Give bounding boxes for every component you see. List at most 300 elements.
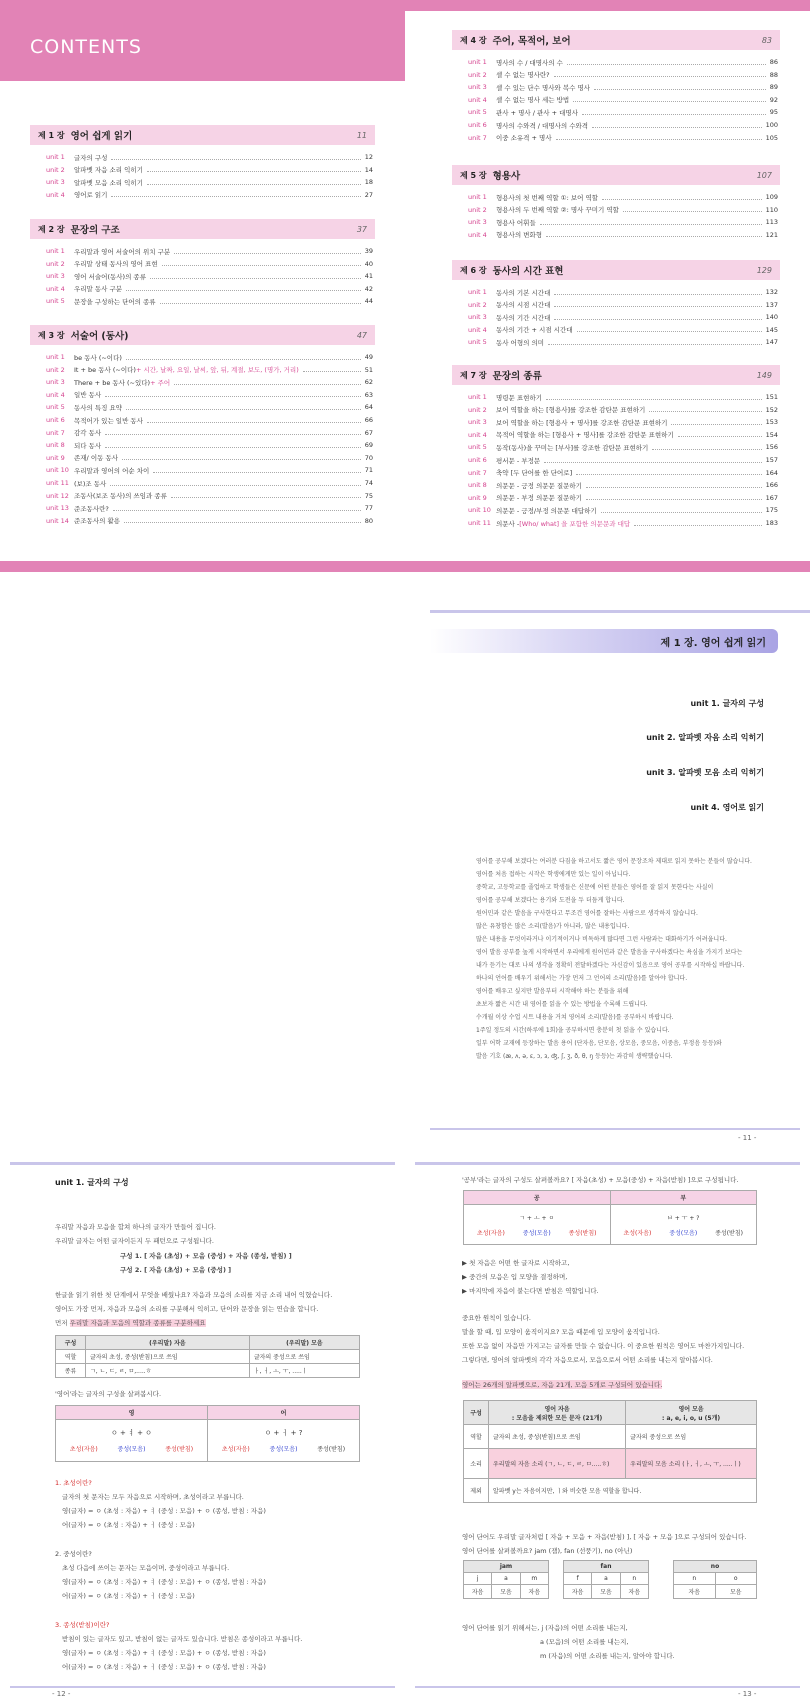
toc-row[interactable] bbox=[468, 441, 778, 453]
toc-title: 알파벳 모음 소리 익히기 bbox=[74, 178, 143, 187]
toc-unit: unit 7 bbox=[468, 468, 487, 477]
toc-leader bbox=[582, 110, 766, 115]
q1-line: 글자의 첫 문자는 모두 자음으로 시작하며, 초성이라고 부릅니다. bbox=[62, 1493, 244, 1501]
chapter-title: 영어 쉽게 읽기 bbox=[70, 131, 133, 142]
syllable-cell bbox=[56, 1420, 208, 1462]
label: 중성(모음) bbox=[269, 1446, 298, 1453]
toc-row[interactable] bbox=[46, 427, 373, 439]
hl-text: 우리말 자음과 모음의 역할과 종류를 구분하세요 bbox=[69, 1319, 206, 1327]
toc-page: 109 bbox=[765, 193, 778, 201]
chapter-title: 주어, 목적어, 보어 bbox=[492, 36, 571, 47]
chapter-number: 제 2 장 bbox=[38, 224, 65, 234]
toc-title-extra: + 주어 bbox=[150, 378, 171, 387]
toc-leader bbox=[174, 249, 361, 254]
toc-leader bbox=[153, 468, 360, 473]
toc-title: 동사의 특징 요약 bbox=[74, 403, 123, 412]
toc-page: 64 bbox=[364, 403, 373, 412]
p13-line: 그렇다면, 영어의 알파벳의 각각 자음으로서, 모음으로서 어떤 소리를 내는지 알아봅시다. bbox=[462, 1356, 713, 1364]
label: 종성(받침) bbox=[568, 1229, 597, 1237]
toc-row[interactable] bbox=[468, 324, 778, 336]
chapter-heading[interactable] bbox=[452, 365, 780, 385]
th: 공 bbox=[464, 1191, 611, 1205]
unit-link-4[interactable]: unit 4. 영어로 읽기 bbox=[690, 803, 764, 812]
td: 우리말의 자음 소리 (ㄱ, ㄴ, ㄷ, ㄹ, ㅁ.....ㅎ) bbox=[489, 1449, 626, 1479]
word-fan bbox=[563, 1560, 649, 1599]
toc-leader bbox=[111, 155, 360, 160]
th: (우리말) 자음 bbox=[86, 1336, 250, 1350]
toc-page: 154 bbox=[765, 430, 778, 439]
p13-line: 말을 할 때, 입 모양이 움직이지요? 모음 때문에 입 모양이 움직입니다. bbox=[462, 1328, 660, 1336]
td: 글자의 초성, 중성(받침)으로 쓰임 bbox=[86, 1350, 250, 1364]
toc-row[interactable] bbox=[46, 414, 373, 426]
toc-row[interactable] bbox=[46, 351, 373, 363]
q3-line: 영(글자) = ㅇ (초성 : 자음) + ㅕ (중성 : 모음) + ㅇ (종성, 받침 : 자음) bbox=[62, 1649, 266, 1657]
toc-leader bbox=[105, 392, 361, 397]
toc-page: 167 bbox=[765, 493, 778, 502]
toc-page: 151 bbox=[765, 393, 778, 401]
toc-row[interactable] bbox=[468, 429, 778, 441]
letter: f bbox=[564, 1573, 592, 1585]
toc-unit: unit 3 bbox=[46, 378, 65, 387]
p13-line: 영어 단어를 살펴볼까요? jam (잼), fan (선풍기), no (아닌) bbox=[462, 1547, 633, 1555]
toc-row[interactable] bbox=[46, 452, 373, 464]
toc-title: 우리말 동사 구분 bbox=[74, 285, 123, 294]
toc-leader bbox=[171, 493, 361, 498]
letter: m bbox=[520, 1573, 548, 1585]
bottom-band bbox=[0, 561, 810, 572]
q3-title: 3. 종성(받침)이란? bbox=[55, 1621, 110, 1629]
q3-line: 어(글자) = ㅇ (초성 : 자음) + ㅓ (중성 : 모음) + ㅇ (종성, 받침 : 자음) bbox=[62, 1663, 266, 1671]
td: 소리 bbox=[464, 1449, 489, 1479]
toc-title: 동작(동사)을 꾸미는 [부사]를 강조한 감탄문 표현하기 bbox=[496, 443, 649, 452]
toc-page: 75 bbox=[364, 491, 373, 500]
toc-leader bbox=[147, 418, 361, 423]
toc-row[interactable] bbox=[46, 270, 373, 282]
toc-unit: unit 6 bbox=[468, 456, 487, 464]
q1-title bbox=[55, 1478, 92, 1487]
toc-row[interactable] bbox=[46, 389, 373, 401]
toc-leader bbox=[601, 508, 762, 513]
chapter-title: 문장의 종류 bbox=[492, 371, 542, 382]
hl-prefix: 먼저 bbox=[55, 1319, 70, 1327]
toc-row[interactable] bbox=[468, 286, 778, 298]
chars: ㅇ + ㅕ + ㅇ bbox=[111, 1429, 152, 1437]
toc-title: 동사의 기간 + 시점 시간대 bbox=[496, 326, 573, 335]
toc-leader bbox=[678, 432, 762, 437]
toc-row[interactable] bbox=[46, 364, 373, 376]
toc-title: 형용사의 변화형 bbox=[496, 231, 543, 240]
toc-row[interactable] bbox=[46, 283, 373, 295]
toc-row[interactable] bbox=[468, 479, 778, 491]
toc-row[interactable] bbox=[46, 295, 373, 307]
toc-page: 86 bbox=[769, 58, 778, 66]
toc-title: 준조동사란? bbox=[74, 504, 109, 513]
th: 영 bbox=[56, 1406, 208, 1420]
unit-link-1[interactable]: unit 1. 글자의 구성 bbox=[690, 699, 764, 708]
toc-unit: unit 1 bbox=[46, 247, 65, 255]
consonant-vowel-table bbox=[55, 1335, 360, 1378]
toc-leader bbox=[124, 518, 361, 523]
bullet-text: 마지막에 자음이 붙는다면 받침은 역할입니다. bbox=[469, 1287, 599, 1295]
toc-unit: unit 5 bbox=[46, 297, 65, 306]
toc-unit: unit 9 bbox=[46, 453, 65, 462]
label: 초성(자음) bbox=[69, 1446, 98, 1453]
toc-leader bbox=[126, 405, 361, 410]
toc-leader bbox=[602, 195, 762, 200]
p13-highlight: 영어는 26개의 알파벳으로, 자음 21개, 모음 5개로 구성되어 있습니다. bbox=[462, 1381, 663, 1389]
toc-page: 67 bbox=[364, 428, 373, 437]
toc-leader bbox=[567, 60, 766, 65]
paragraph-line: 많은 유창함은 많은 소리(발음)가 아니라, 많은 내용입니다. bbox=[476, 923, 630, 930]
toc-page: 80 bbox=[364, 516, 373, 525]
toc-leader bbox=[174, 380, 361, 385]
toc-row[interactable] bbox=[468, 404, 778, 416]
q3-line: 받침이 있는 글자도 있고, 받침이 없는 글자도 있습니다. 받침은 종성이라고 부릅니다. bbox=[62, 1635, 303, 1643]
p12-line: '영어'라는 글자의 구성을 살펴봅시다. bbox=[55, 1390, 162, 1398]
toc-leader bbox=[652, 445, 761, 450]
p13-line: m (자음)의 어떤 소리를 내는지, 알아야 합니다. bbox=[540, 1652, 675, 1660]
letter: n bbox=[620, 1573, 648, 1585]
toc-title: 알파벳 자음 소리 익히기 bbox=[74, 166, 143, 175]
paragraph-line: 1주일 정도의 시간(하루에 1회)을 공부하시면 충분히 첫 읽을 수 있습니다. bbox=[476, 1027, 670, 1034]
paragraph-line: 하나의 언어를 배우기 위해서는 가장 먼저 그 언어의 소리(발음)를 알아야 합니다. bbox=[476, 975, 688, 982]
toc-page: 27 bbox=[364, 190, 373, 199]
toc-title: 의문문 - 부정 의문문 질문하기 bbox=[496, 494, 582, 503]
toc-unit: unit 11 bbox=[46, 479, 69, 487]
toc-row[interactable] bbox=[468, 69, 778, 81]
contents-title: CONTENTS bbox=[30, 36, 142, 58]
toc-leader bbox=[160, 299, 361, 304]
bullet-text: 중간의 모음은 입 모양을 결정하며, bbox=[469, 1273, 568, 1281]
toc-row[interactable] bbox=[46, 439, 373, 451]
paragraph-line: 영어를 공부해 보겠다는 용기와 도전을 두 더듬게 합니다. bbox=[476, 897, 625, 904]
td: 역할 bbox=[464, 1425, 489, 1449]
toc-title: 준조동사의 활용 bbox=[74, 517, 121, 526]
chapter-title: 동사의 시간 표현 bbox=[492, 266, 564, 277]
toc-leader bbox=[540, 220, 762, 225]
paragraph-line: 원어민과 같은 발음을 구사한다고 무조건 영어를 잘하는 사람으로 생각하지 않습니다. bbox=[476, 910, 698, 917]
letter: a bbox=[492, 1573, 520, 1585]
toc-unit: unit 4 bbox=[468, 95, 487, 104]
toc-leader bbox=[623, 207, 762, 212]
toc-page: 74 bbox=[364, 479, 373, 487]
toc-row[interactable] bbox=[468, 467, 778, 479]
syllable-table bbox=[55, 1405, 360, 1462]
toc-unit: unit 5 bbox=[46, 403, 65, 412]
td: 종류 bbox=[56, 1364, 86, 1378]
toc-title: 보어 역할을 하는 [형용사 + 명사]를 강조한 감탄문 표현하기 bbox=[496, 418, 668, 427]
page12-top-line bbox=[10, 1162, 395, 1165]
toc-row[interactable] bbox=[468, 81, 778, 93]
chapter-number: 제 7 장 bbox=[460, 370, 487, 380]
toc-title: 우리말 상태 동사의 영어 표현 bbox=[74, 260, 158, 269]
paragraph-line: 발음 기호 (æ, ʌ, ə, ɛ, ɔ, ɜ, ʤ, ʃ, ʒ, ð, θ, ŋ 등등)는 과감히 생략했습니다. bbox=[476, 1053, 673, 1060]
toc-leader bbox=[110, 481, 360, 486]
toc-title: 문장을 구성하는 단어의 종류 bbox=[74, 297, 156, 306]
toc-unit: unit 12 bbox=[46, 491, 69, 500]
toc-unit: unit 10 bbox=[46, 466, 69, 475]
toc-page: 156 bbox=[765, 443, 778, 452]
chapter-number: 제 4 장 bbox=[460, 35, 487, 45]
gongbu-table bbox=[463, 1190, 757, 1245]
toc-row[interactable] bbox=[468, 94, 778, 106]
toc-unit: unit 2 bbox=[46, 165, 65, 174]
toc-title: 영어 서술어(동사)의 종류 bbox=[74, 272, 146, 281]
toc-row[interactable] bbox=[46, 176, 373, 188]
toc-page: 121 bbox=[765, 230, 778, 239]
word: no bbox=[674, 1561, 757, 1573]
label: 중성(모음) bbox=[669, 1229, 698, 1237]
toc-title: 보어 역할을 하는 [형용사]를 강조한 감탄문 표현하기 bbox=[496, 406, 646, 415]
toc-page: 95 bbox=[769, 108, 778, 117]
toc-title: 의문사 - bbox=[496, 519, 520, 528]
toc-unit: unit 1 bbox=[46, 353, 65, 361]
toc-unit: unit 3 bbox=[46, 272, 65, 281]
toc-row[interactable] bbox=[46, 245, 373, 257]
td: 알파벳 y는 자음이지만, ㅣ와 비슷한 모음 역할을 합니다. bbox=[489, 1479, 757, 1503]
toc-row[interactable] bbox=[46, 258, 373, 270]
toc-title: 우리말과 영어 서술어의 위치 구분 bbox=[74, 247, 171, 256]
toc-unit: unit 4 bbox=[46, 390, 65, 399]
word: fan bbox=[564, 1561, 649, 1573]
toc-title: 영어로 읽기 bbox=[74, 191, 108, 200]
chapter-title: 서술어 (동사) bbox=[70, 331, 129, 342]
toc-page: 113 bbox=[765, 218, 778, 227]
label: 초성(자음) bbox=[221, 1446, 250, 1453]
toc-leader bbox=[122, 455, 361, 460]
th: 영어 자음 : 모음을 제외한 모든 문자 (21개) bbox=[489, 1401, 626, 1425]
p12-line: 한글을 읽기 위한 첫 단계에서 무엇을 배웠나요? 자음과 모음의 소리를 지금 소리 내어 익혔습니다. bbox=[55, 1291, 333, 1299]
word: jam bbox=[464, 1561, 549, 1573]
toc-row[interactable] bbox=[46, 376, 373, 388]
p13-line: 중요한 원칙이 있습니다. bbox=[462, 1314, 531, 1322]
toc-row[interactable] bbox=[468, 454, 778, 466]
syllable-cell bbox=[610, 1205, 757, 1245]
td: 글자의 중성으로 쓰임 bbox=[249, 1350, 359, 1364]
page13-top-line bbox=[415, 1162, 800, 1165]
th: 구성 bbox=[464, 1401, 489, 1425]
th: 어 bbox=[208, 1406, 360, 1420]
chars: ㄱ + ㅗ + ㅇ bbox=[519, 1214, 555, 1222]
toc-unit: unit 2 bbox=[46, 259, 65, 268]
toc-unit: unit 5 bbox=[468, 443, 487, 452]
toc-row[interactable] bbox=[468, 416, 778, 428]
toc-row[interactable] bbox=[468, 504, 778, 516]
role: 자음 bbox=[564, 1585, 592, 1599]
th: (우리말) 모음 bbox=[249, 1336, 359, 1350]
toc-row[interactable] bbox=[468, 119, 778, 131]
toc-title: be 동사 (~이다) bbox=[74, 353, 122, 362]
toc-title: 형용사의 첫 번째 역할 ①: 보어 역할 bbox=[496, 193, 599, 202]
english-letters-table bbox=[463, 1400, 757, 1503]
toc-page: 12 bbox=[364, 153, 373, 161]
td: 글자의 중성으로 쓰임 bbox=[626, 1425, 757, 1449]
p13-line: 영어 단어를 읽기 위해서는, j (자음)의 어떤 소리를 내는지, bbox=[462, 1624, 628, 1632]
chapter-heading[interactable] bbox=[30, 125, 375, 145]
chapter-heading[interactable] bbox=[452, 30, 780, 50]
chars: ㅇ + ㅓ + ? bbox=[264, 1429, 303, 1437]
chapter-page: 129 bbox=[756, 265, 772, 275]
toc-row[interactable] bbox=[468, 336, 778, 348]
chapter-title: 형용사 bbox=[492, 171, 521, 182]
toc-row[interactable] bbox=[46, 477, 373, 489]
toc-row[interactable] bbox=[468, 492, 778, 504]
toc-row[interactable] bbox=[46, 515, 373, 527]
toc-unit: unit 8 bbox=[468, 481, 487, 490]
paragraph-line: 내가 듣기는 대로 나의 생각을 정확히 전달하겠다는 자신감이 있음으로 영어 공부를 시작하십 바랍니다. bbox=[476, 962, 745, 969]
p13-line: '공부'라는 글자의 구성도 살펴볼까요? [ 자음(초성) + 모음(중성) + 자음(받침) ]으로 구성됩니다. bbox=[462, 1176, 739, 1184]
unit-link-3[interactable]: unit 3. 알파벳 모음 소리 익히기 bbox=[646, 768, 764, 777]
pattern-2: 구성 2. [ 자음 (초성) + 모음 (중성) ] bbox=[120, 1266, 232, 1274]
word-jam bbox=[463, 1560, 549, 1599]
toc-title: It + be 동사 (~이다) bbox=[74, 366, 136, 375]
toc-row[interactable] bbox=[46, 151, 373, 163]
toc-title-extra: + 시간, 날짜, 요일, 날씨, 앞, 뒤, 계절, 보도, (명가, 거리) bbox=[135, 366, 299, 375]
toc-row[interactable] bbox=[468, 229, 778, 241]
toc-page: 164 bbox=[765, 468, 778, 477]
toc-title: 동사의 기간 시간대 bbox=[496, 313, 551, 322]
toc-row[interactable] bbox=[468, 132, 778, 144]
toc-title: 의문문 - 긍정/부정 의문문 대답하기 bbox=[496, 506, 597, 515]
chapter-heading[interactable] bbox=[452, 165, 780, 185]
toc-unit: unit 2 bbox=[468, 405, 487, 414]
q2-line: 초성 다음에 쓰이는 문자는 모음이며, 중성이라고 부릅니다. bbox=[62, 1564, 230, 1572]
toc-title: 우리말과 영어의 어순 차이 bbox=[74, 466, 150, 475]
chapter-heading[interactable] bbox=[30, 219, 375, 239]
toc-unit: unit 14 bbox=[46, 516, 69, 525]
toc-row[interactable] bbox=[468, 391, 778, 403]
toc-title: (보)조 동사 bbox=[74, 479, 107, 488]
paragraph-line: 초보자 짧은 시간 내 영어를 읽을 수 있는 방법을 수록해 드립니다. bbox=[476, 1001, 648, 1008]
toc-row[interactable] bbox=[468, 299, 778, 311]
word-no bbox=[673, 1560, 757, 1599]
page13-bottom-line bbox=[415, 1686, 800, 1688]
syllable-cell bbox=[464, 1205, 611, 1245]
paragraph-line: 일부 어학 교재에 등장하는 발음 용어 (단자음, 단모음, 상모음, 중모음, 이중음, 부정음 등등)와 bbox=[476, 1040, 722, 1047]
toc-leader bbox=[586, 483, 762, 488]
toc-title: 목적어 역할을 하는 [형용사 + 명사]를 강조한 감탄문 표현하기 bbox=[496, 431, 674, 440]
toc-page: 39 bbox=[364, 247, 373, 255]
toc-title: There + be 동사 (~있다) bbox=[74, 378, 151, 387]
chapter-heading[interactable] bbox=[452, 260, 780, 280]
toc-row[interactable] bbox=[46, 502, 373, 514]
toc-row[interactable] bbox=[46, 401, 373, 413]
toc-unit: unit 3 bbox=[46, 178, 65, 187]
toc-row[interactable] bbox=[468, 204, 778, 216]
letter: o bbox=[715, 1573, 757, 1585]
label: 중성(모음) bbox=[117, 1446, 146, 1453]
paragraph-line: 영어 발음 공부를 높게 시작하면서 우리에게 원어민과 같은 발음을 구사하겠다는 욕심을 가지기 보다는 bbox=[476, 949, 743, 956]
toc-unit: unit 5 bbox=[468, 108, 487, 117]
paragraph-line: 많은 내용을 무엇이라거나 이기적이거나 비독하게 많다면 그런 사람과는 대화하기가 어려웁니다. bbox=[476, 936, 727, 943]
toc-unit: unit 1 bbox=[468, 393, 487, 401]
toc-leader bbox=[577, 327, 762, 332]
toc-title: 명사의 수 / 대명사의 수 bbox=[496, 58, 563, 67]
toc-unit: unit 1 bbox=[46, 153, 65, 161]
toc-page: 175 bbox=[765, 506, 778, 515]
td: ㄱ, ㄴ, ㄷ, ㄹ, ㅁ,.....ㅎ bbox=[86, 1364, 250, 1378]
toc-page: 153 bbox=[765, 418, 778, 427]
toc-leader bbox=[162, 261, 361, 266]
toc-row[interactable] bbox=[46, 464, 373, 476]
toc-page: 70 bbox=[364, 453, 373, 462]
toc-row[interactable] bbox=[468, 191, 778, 203]
chapter-number: 제 6 장 bbox=[460, 265, 487, 275]
chapter-heading[interactable] bbox=[30, 325, 375, 345]
toc-unit: unit 3 bbox=[468, 418, 487, 427]
toc-title-extra: [Who/ what] 을 포함한 의문문과 대답 bbox=[519, 519, 631, 528]
toc-row[interactable] bbox=[46, 490, 373, 502]
toc-title: 형용사 어휘들 bbox=[496, 218, 536, 227]
toc-page: 137 bbox=[765, 300, 778, 309]
toc-row[interactable] bbox=[46, 189, 373, 201]
toc-leader bbox=[147, 180, 361, 185]
toc-title: 글자의 구성 bbox=[74, 153, 108, 162]
role: 모음 bbox=[592, 1585, 620, 1599]
td: 제외 bbox=[464, 1479, 489, 1503]
toc-page: 77 bbox=[364, 504, 373, 513]
toc-leader bbox=[554, 290, 761, 295]
toc-title: 조동사(보조 동사)의 쓰임과 종류 bbox=[74, 492, 167, 501]
toc-leader bbox=[544, 458, 761, 463]
th: 부 bbox=[610, 1191, 757, 1205]
toc-title: 명령문 표현하기 bbox=[496, 393, 543, 402]
p13-line: a (모음)의 어떤 소리를 내는지, bbox=[540, 1638, 629, 1646]
toc-leader bbox=[126, 286, 361, 291]
toc-leader bbox=[150, 274, 361, 279]
toc-row[interactable] bbox=[468, 106, 778, 118]
p12-line: 우리말 글자는 어떤 글자이든지 두 패턴으로 구성됩니다. bbox=[55, 1237, 214, 1245]
toc-page: 183 bbox=[765, 519, 778, 527]
toc-leader bbox=[554, 72, 766, 77]
toc-title: 존재/ 이동 동사 bbox=[74, 454, 118, 463]
toc-row[interactable] bbox=[468, 56, 778, 68]
toc-unit: unit 11 bbox=[468, 519, 491, 527]
chapter-number: 제 3 장 bbox=[38, 330, 65, 340]
p13-line: 또한 모음 없이 자음만 가지고는 글자를 만들 수 없습니다. 이 중요한 원칙은 영어도 마찬가지입니다. bbox=[462, 1342, 745, 1350]
toc-row[interactable] bbox=[468, 517, 778, 529]
toc-unit: unit 3 bbox=[468, 218, 487, 227]
paragraph-line: 중학교, 고등학교를 졸업하고 학생들은 신문에 어떤 분들은 영어를 잘 읽지 못한다는 사실이 bbox=[476, 884, 714, 891]
bullet: ▶ 마지막에 자음이 붙는다면 받침은 역할입니다. bbox=[462, 1287, 599, 1295]
toc-leader bbox=[592, 123, 761, 128]
toc-row[interactable] bbox=[468, 216, 778, 228]
toc-page: 132 bbox=[765, 288, 778, 296]
toc-row[interactable] bbox=[468, 311, 778, 323]
p12-highlight-line bbox=[55, 1318, 206, 1327]
toc-unit: unit 3 bbox=[468, 313, 487, 322]
toc-page: 88 bbox=[769, 70, 778, 79]
toc-unit: unit 10 bbox=[468, 506, 491, 515]
toc-title: 동사 어형의 의미 bbox=[496, 338, 545, 347]
toc-row[interactable] bbox=[46, 164, 373, 176]
role: 자음 bbox=[520, 1585, 548, 1599]
label: 초성(자음) bbox=[476, 1229, 505, 1237]
toc-title: 일반 동사 bbox=[74, 391, 102, 400]
toc-page: 18 bbox=[364, 178, 373, 187]
toc-page: 157 bbox=[765, 456, 778, 464]
toc-leader bbox=[546, 232, 762, 237]
toc-page: 145 bbox=[765, 325, 778, 334]
paragraph-line: 영어를 처음 접하는 시작은 학생에게만 있는 일이 아닙니다. bbox=[476, 871, 631, 878]
p13-line: 영어 단어도 우리말 글자처럼 [ 자음 + 모음 + 자음(받침) ], [ 자음 + 모음 ]으로 구성되어 있습니다. bbox=[462, 1533, 747, 1541]
letter: n bbox=[674, 1573, 716, 1585]
toc-page: 166 bbox=[765, 481, 778, 490]
toc-unit: unit 2 bbox=[46, 365, 65, 374]
unit-link-2[interactable]: unit 2. 알파벳 자음 소리 익히기 bbox=[646, 733, 764, 742]
toc-unit: unit 1 bbox=[468, 288, 487, 296]
chapter-banner: 제 1 장. 영어 쉽게 읽기 bbox=[430, 629, 778, 653]
